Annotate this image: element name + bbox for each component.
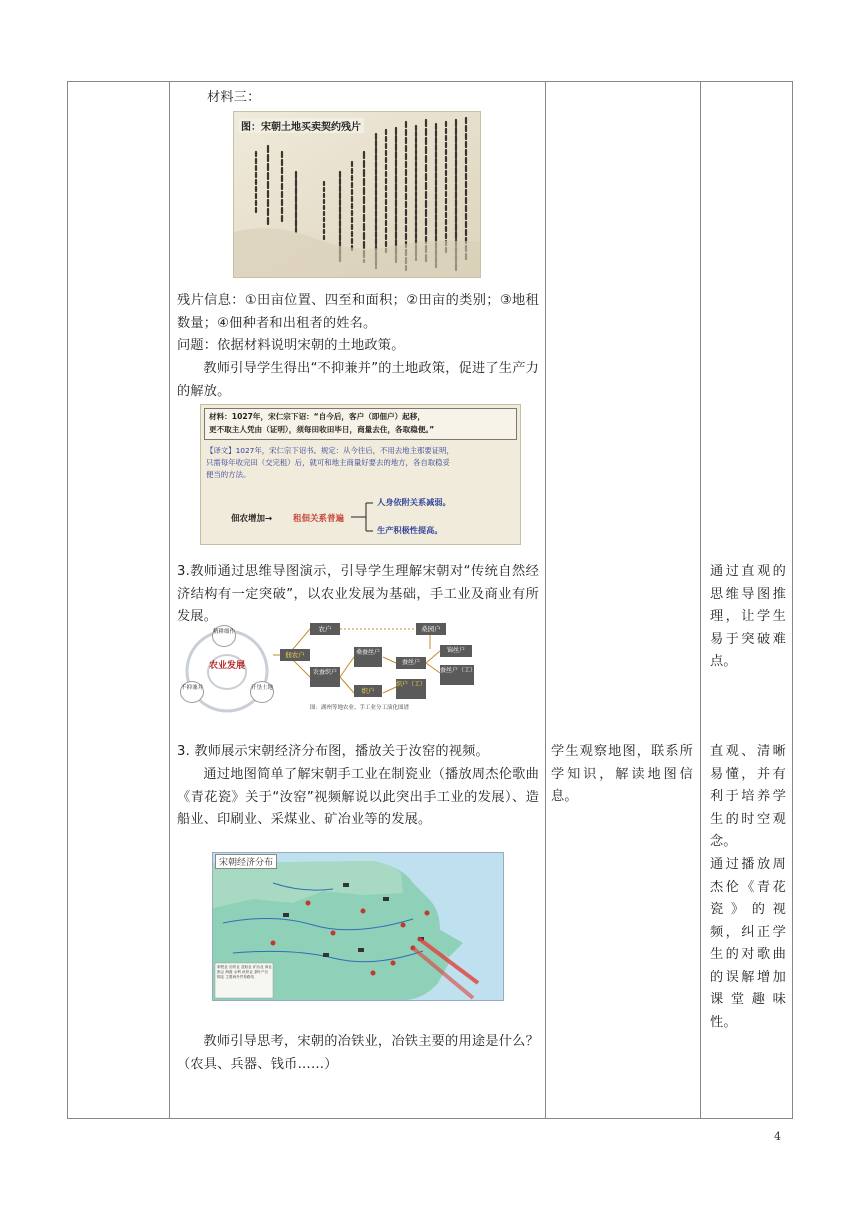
- edict-outcome-2: 生产积极性提高。: [377, 525, 443, 535]
- point-3-map-title: 3. 教师展示宋朝经济分布图，播放关于汝窑的视频。: [177, 744, 489, 759]
- mindmap-caption: 图：湖州等地农业、手工业分工演化图谱: [310, 705, 410, 711]
- map-legend-item: 水利: [233, 970, 241, 974]
- edict-outcome-1: 人身依附关系减弱。: [377, 497, 451, 507]
- contract-figure-caption: 图：宋朝土地买卖契约残片: [238, 118, 364, 133]
- mindmap-box-node: 农蚕织户: [310, 667, 340, 687]
- mindmap-box-node: 织户: [354, 685, 382, 697]
- student-activity-text: 学生观察地图，联系所学知识，解读地图信息。: [551, 744, 693, 804]
- edict-figure: [200, 404, 521, 545]
- point-3-mindmap-text: 3.教师通过思维导图演示，引导学生理解宋朝对“传统自然经济结构有一定突破”，以农业发展为基础，手工业及商业有所发展。: [177, 564, 539, 624]
- edict-mid-label: 租佃关系普遍: [293, 514, 345, 524]
- mindmap-box-node: 锦丝户: [440, 645, 472, 657]
- mindmap-box-node: 桑园户: [416, 623, 446, 635]
- map-legend-item: 茶叶产区: [253, 970, 269, 974]
- mindmap-box-node: 农户: [310, 623, 340, 635]
- map-legend-item: 商业都会: [217, 965, 272, 974]
- column-divider: [545, 82, 546, 1118]
- mindmap-center-node: 农业发展: [207, 654, 247, 690]
- edict-left-label: 佃农增加→: [231, 514, 273, 524]
- page-number: 4: [774, 1130, 781, 1143]
- question-text: 问题：依据材料说明宋朝的土地政策。: [177, 338, 405, 353]
- map-legend: [217, 965, 273, 980]
- mindmap-circle-node: 不抑兼并: [180, 681, 204, 703]
- map-legend-item: 棉花: [217, 975, 225, 979]
- design-intent-3: 通过播放周杰伦《青花瓷》的视频，纠正学生的对歌曲的误解增加课堂趣味性。: [710, 857, 786, 1030]
- map-legend-item: 矿冶业: [252, 965, 264, 969]
- mindmap-box-node: 蚕丝户（工）: [440, 665, 474, 685]
- edict-translation-line-3: 便当的方法。: [206, 470, 251, 479]
- point-3-map-body: 通过地图简单了解宋朝手工业在制瓷业（播放周杰伦歌曲《青花瓷》关于“汝窑”视频解说以此突出手工业的发展）、造船业、印刷业、采煤业、矿冶业等的发展。: [177, 767, 539, 827]
- teacher-guide-2: 教师引导思考，宋朝的冶铁业，冶铁主要的用途是什么？（农具、兵器、钱币……）: [177, 1034, 539, 1072]
- material3-label: 材料三：: [207, 90, 261, 105]
- map-legend-item: 海港: [225, 970, 233, 974]
- edict-translation-line-2: 只需每年收完田（交完租）后，就可和地主商量好要去的地方，各自取稳妥: [206, 458, 450, 467]
- edict-quote-line-2: 更不取主人凭由（证明），须每田收田毕日，商量去住，各取稳便。”: [209, 425, 435, 434]
- design-intent-1: 通过直观的思维导图推理，让学生易于突破难点。: [710, 564, 786, 669]
- design-intent-2: 直观、清晰易懂，并有利于培养学生的时空观念。: [710, 744, 786, 849]
- map-legend-item: 造船业: [240, 965, 252, 969]
- fragment-info-text: 残片信息：①田亩位置、四至和面积；②田亩的类别；③地租数量；④佃种者和出租者的姓名。: [177, 293, 539, 331]
- teacher-guide-1: 教师引导学生得出“不抑兼并”的土地政策，促进了生产力的解放。: [177, 361, 539, 399]
- mindmap-figure: [180, 621, 480, 713]
- mindmap-box-node: 桑蚕丝户: [354, 647, 382, 667]
- edict-translation-line-1: 【译文】1027年，宋仁宗下诏书。规定：从今往后，不用去地主那要证明，: [206, 446, 454, 455]
- contract-fragment-drawing: [234, 112, 480, 277]
- mindmap-box-node: 织户（工）: [396, 679, 426, 699]
- map-legend-item: 丝织业: [242, 970, 253, 974]
- contract-fragment-image: [233, 111, 481, 278]
- mindmap-circle-node: 开垦土地: [250, 681, 274, 703]
- column-divider: [169, 82, 170, 1118]
- map-legend-item: 主要海外贸易路线: [225, 975, 255, 979]
- mindmap-circle-node: 精耕细作: [212, 625, 236, 647]
- edict-quote-line-1: 材料：1027年，宋仁宗下诏：“自今后，客户（即佃户）起移，: [209, 412, 425, 421]
- map-legend-item: 纺织业: [228, 965, 240, 969]
- map-legend-item: 制瓷业: [217, 965, 228, 969]
- mindmap-box-node: 佃农户: [280, 649, 310, 661]
- column-divider: [700, 82, 701, 1118]
- mindmap-box-node: 蚕丝户: [396, 657, 426, 669]
- song-economy-map: [212, 852, 504, 1001]
- map-title: 宋朝经济分布: [215, 854, 277, 869]
